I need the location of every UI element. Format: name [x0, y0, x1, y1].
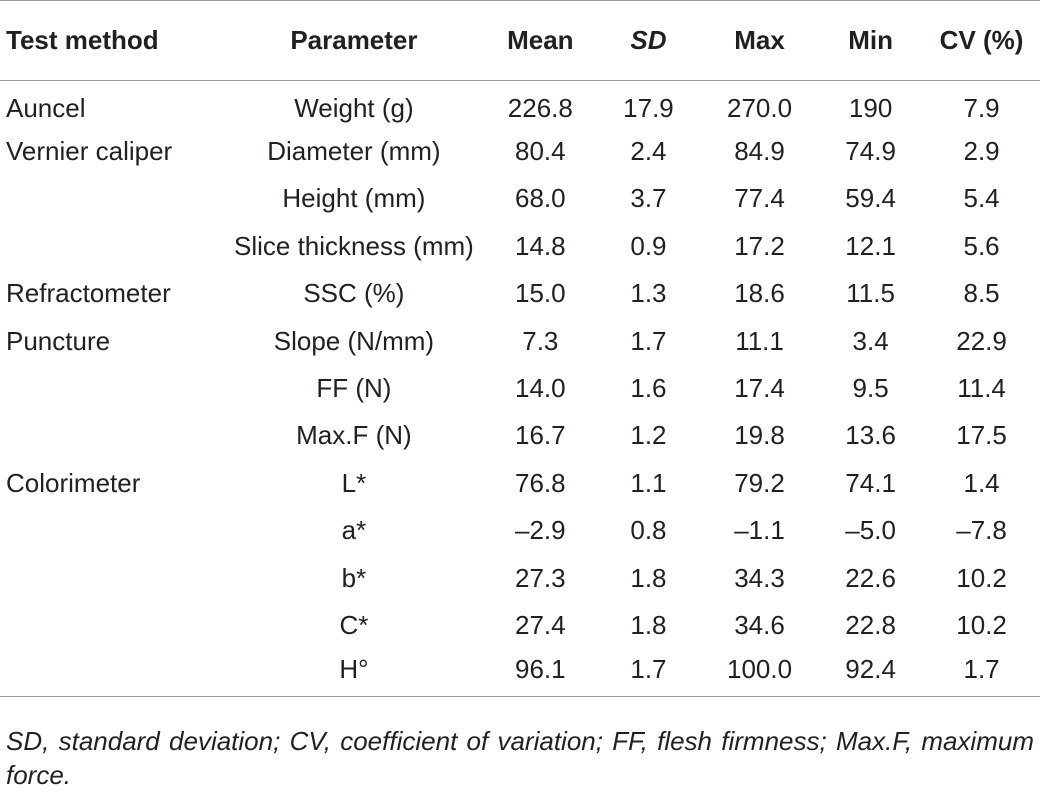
cell-parameter: H° — [223, 649, 485, 696]
cell-max: 11.1 — [735, 325, 784, 356]
cell-test-method — [0, 554, 223, 601]
cell-mean: 14.8 — [515, 230, 566, 261]
header-min: Min — [818, 1, 923, 81]
cell-max: 34.6 — [734, 609, 785, 640]
cell-test-method — [0, 507, 223, 554]
cell-sd: 1.8 — [630, 562, 667, 593]
cell-min: 74.1 — [845, 467, 896, 498]
cell-sd: 1.1 — [630, 467, 667, 498]
cell-min: 3.4 — [852, 325, 889, 356]
table-row — [0, 270, 1040, 317]
cell-parameter: SSC (%) — [303, 278, 405, 309]
cell-sd: 1.7 — [630, 325, 667, 356]
cell-test-method: Puncture — [6, 325, 111, 356]
cell-cv: 10.2 — [956, 609, 1007, 640]
cell-parameter: Slope (N/mm) — [273, 325, 435, 356]
cell-parameter: C* — [339, 609, 369, 640]
cell-mean: 14.0 — [515, 373, 566, 404]
cell-mean: 7.3 — [522, 325, 559, 356]
cell-min: 11.5 — [846, 278, 895, 309]
cell-parameter: b* — [341, 562, 367, 593]
cell-max: 77.4 — [734, 183, 785, 214]
cell-sd: 1.3 — [630, 278, 667, 309]
cell-min: 9.5 — [852, 373, 889, 404]
cell-mean: 80.4 — [515, 136, 566, 167]
table-header — [0, 1, 1040, 81]
cell-cv: 8.5 — [963, 278, 1000, 309]
cell-cv: 22.9 — [956, 325, 1007, 356]
cell-cv: 2.9 — [963, 136, 1000, 167]
cell-cv: 7.9 — [963, 92, 1000, 123]
cell-cv: 5.6 — [963, 230, 1000, 261]
cell-cv: 10.2 — [956, 562, 1007, 593]
cell-sd: 17.9 — [623, 92, 674, 123]
cell-max: 100.0 — [701, 649, 818, 696]
cell-cv: –7.8 — [956, 515, 1007, 546]
cell-cv: 11.4 — [957, 373, 1006, 404]
cell-sd: 1.2 — [630, 420, 667, 451]
cell-sd: 3.7 — [630, 183, 667, 214]
cell-parameter: a* — [341, 515, 367, 546]
cell-test-method — [0, 365, 223, 412]
cell-parameter: L* — [341, 467, 367, 498]
cell-min: 13.6 — [845, 420, 896, 451]
cell-min: 59.4 — [845, 183, 896, 214]
table-row — [0, 317, 1040, 364]
cell-mean: 27.3 — [515, 562, 566, 593]
cell-max: 17.4 — [734, 373, 785, 404]
cell-max: 34.3 — [734, 562, 785, 593]
cell-cv: 5.4 — [963, 183, 1000, 214]
table-row — [0, 460, 1040, 507]
cell-parameter: Weight (g) — [294, 92, 414, 123]
table-footnote: SD, standard deviation; CV, coefficient of variation; FF, flesh firmness; Max.F, maximum force. — [6, 726, 1034, 790]
cell-test-method: Auncel — [6, 92, 86, 123]
cell-sd: 2.4 — [630, 136, 667, 167]
cell-parameter: Max.F (N) — [296, 420, 412, 451]
table-row — [0, 128, 1040, 175]
cell-test-method: Vernier caliper — [6, 136, 173, 167]
cell-mean: 226.8 — [507, 92, 573, 123]
header-max: Max — [701, 1, 818, 81]
cell-max: 17.2 — [734, 230, 785, 261]
cell-sd: 1.8 — [630, 609, 667, 640]
cell-test-method — [0, 412, 223, 459]
cell-test-method — [0, 649, 223, 696]
header-cv: CV (%) — [923, 1, 1040, 81]
table-row — [0, 554, 1040, 601]
cell-mean: 15.0 — [515, 278, 566, 309]
table-row — [0, 223, 1040, 270]
cell-cv: 1.7 — [923, 649, 1040, 696]
cell-min: –5.0 — [845, 515, 896, 546]
table-body — [0, 81, 1040, 697]
cell-parameter: FF (N) — [316, 373, 392, 404]
cell-sd: 0.9 — [630, 230, 667, 261]
cell-cv: 17.5 — [956, 420, 1007, 451]
cell-mean: –2.9 — [515, 515, 566, 546]
cell-parameter: Diameter (mm) — [267, 136, 441, 167]
cell-test-method — [0, 175, 223, 222]
cell-mean: 76.8 — [515, 467, 566, 498]
header-row — [0, 1, 1040, 81]
cell-max: –1.1 — [734, 515, 785, 546]
cell-min: 22.8 — [845, 609, 896, 640]
cell-max: 19.8 — [734, 420, 785, 451]
cell-max: 84.9 — [734, 136, 785, 167]
cell-max: 18.6 — [734, 278, 785, 309]
cell-mean: 68.0 — [515, 183, 566, 214]
table-row — [0, 507, 1040, 554]
cell-min: 12.1 — [845, 230, 896, 261]
cell-min: 92.4 — [818, 649, 923, 696]
cell-sd: 1.7 — [596, 649, 701, 696]
cell-mean: 16.7 — [515, 420, 566, 451]
cell-test-method — [0, 223, 223, 270]
cell-max: 79.2 — [734, 467, 785, 498]
cell-parameter: Slice thickness (mm) — [234, 230, 474, 261]
cell-test-method — [0, 602, 223, 649]
header-mean: Mean — [485, 1, 596, 81]
cell-mean: 27.4 — [515, 609, 566, 640]
table-row — [0, 81, 1040, 128]
table-row — [0, 365, 1040, 412]
cell-cv: 1.4 — [963, 467, 1000, 498]
cell-min: 74.9 — [845, 136, 896, 167]
cell-test-method: Refractometer — [6, 278, 171, 309]
cell-min: 190 — [848, 92, 893, 123]
header-sd: SD — [596, 1, 701, 81]
header-test-method: Test method — [0, 1, 223, 81]
table-row — [0, 412, 1040, 459]
cell-test-method: Colorimeter — [6, 467, 141, 498]
table-row — [0, 602, 1040, 649]
table-row — [0, 649, 1040, 696]
cell-sd: 0.8 — [630, 515, 667, 546]
cell-parameter: Height (mm) — [282, 183, 426, 214]
header-parameter: Parameter — [223, 1, 485, 81]
cell-max: 270.0 — [726, 92, 793, 123]
table-row — [0, 175, 1040, 222]
cell-mean: 96.1 — [485, 649, 596, 696]
cell-min: 22.6 — [845, 562, 896, 593]
cell-sd: 1.6 — [630, 373, 667, 404]
